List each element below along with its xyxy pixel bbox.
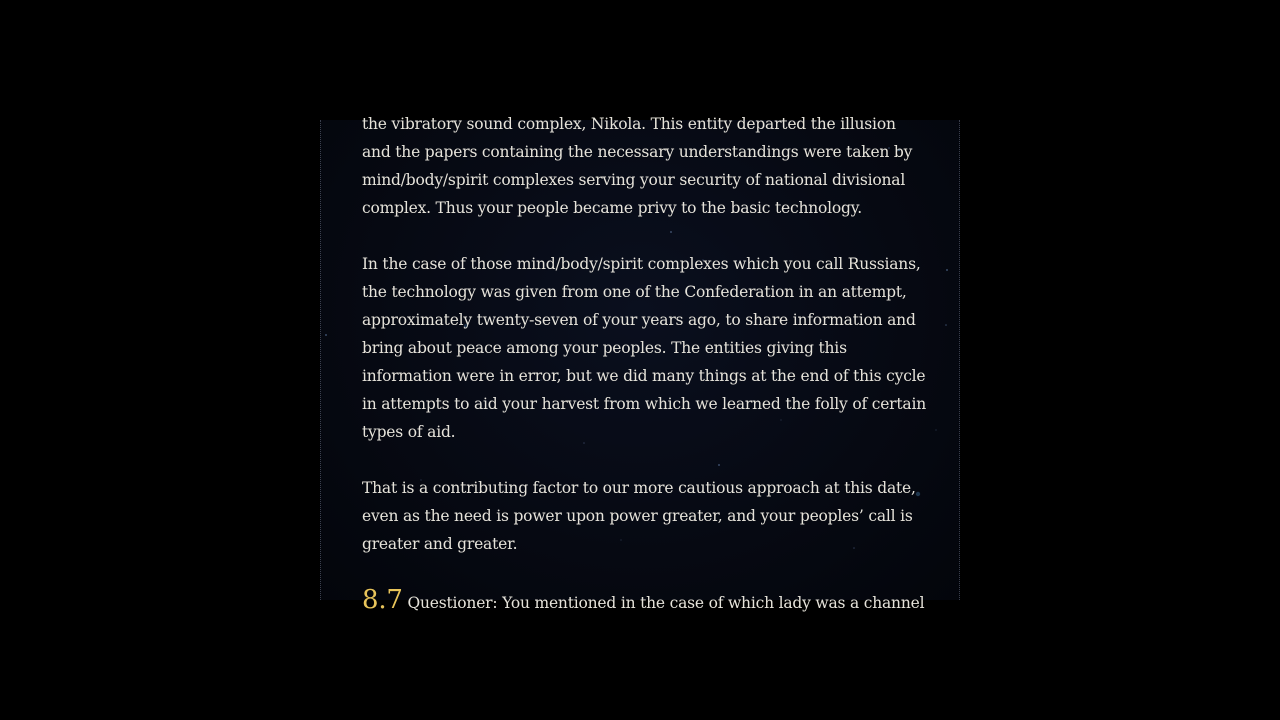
question-text: Questioner: You mentioned in the case of which lady was a channel <box>407 594 925 612</box>
text-line: the technology was given from one of the Confederation in an attempt, <box>362 283 907 301</box>
question-heading <box>362 585 925 617</box>
text-line: types of aid. <box>362 423 456 441</box>
text-line: in attempts to aid your harvest from which we learned the folly of certain <box>362 395 926 413</box>
text-line: and the papers containing the necessary understandings were taken by <box>362 143 913 161</box>
text-line: bring about peace among your peoples. The entities giving this <box>362 339 847 357</box>
paragraph <box>362 474 922 558</box>
paragraph <box>362 110 922 222</box>
reading-content <box>362 110 926 617</box>
paragraph <box>362 250 926 446</box>
text-line: the vibratory sound complex, Nikola. This entity departed the illusion <box>362 115 896 133</box>
text-line: information were in error, but we did many things at the end of this cycle <box>362 367 926 385</box>
reader-viewport[interactable] <box>320 115 960 615</box>
question-number: 8.7 <box>362 585 403 615</box>
text-line: complex. Thus your people became privy to the basic technology. <box>362 199 862 217</box>
text-line: mind/body/spirit complexes serving your security of national divisional <box>362 171 906 189</box>
text-line: greater and greater. <box>362 535 518 553</box>
text-line: approximately twenty-seven of your years ago, to share information and <box>362 311 916 329</box>
text-line: even as the need is power upon power greater, and your peoples’ call is <box>362 507 913 525</box>
text-line: In the case of those mind/body/spirit complexes which you call Russians, <box>362 255 921 273</box>
text-line: That is a contributing factor to our more cautious approach at this date, <box>362 479 916 497</box>
